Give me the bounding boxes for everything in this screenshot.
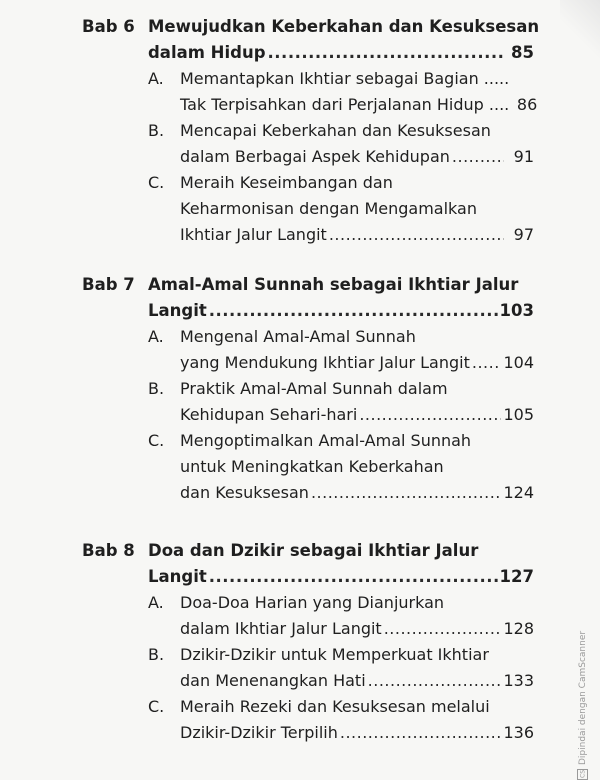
chapter-page-number: 85 bbox=[511, 43, 534, 62]
dot-leader bbox=[384, 616, 502, 642]
section-line: dan Kesuksesan bbox=[180, 483, 309, 502]
section-entry bbox=[180, 324, 534, 376]
section-entry bbox=[180, 428, 534, 506]
section-letter: B. bbox=[148, 645, 165, 664]
chapter-title-line: Amal-Amal Sunnah sebagai Ikhtiar Jalur bbox=[148, 275, 519, 294]
section-letter: A. bbox=[148, 593, 164, 612]
section-line: dan Menenangkan Hati bbox=[180, 671, 366, 690]
dot-leader bbox=[311, 480, 502, 506]
page-corner-shadow bbox=[560, 0, 600, 60]
dot-leader bbox=[368, 668, 502, 694]
dot-leader bbox=[209, 298, 498, 324]
section-letter: A. bbox=[148, 69, 164, 88]
section-letter: C. bbox=[148, 697, 165, 716]
section-page-number: 104 bbox=[503, 353, 534, 372]
section-entry bbox=[180, 66, 538, 118]
section-line: yang Mendukung Ikhtiar Jalur Langit bbox=[180, 353, 470, 372]
section-page-number: 128 bbox=[503, 619, 534, 638]
section-entry bbox=[180, 376, 534, 428]
section-page-number: 86 bbox=[516, 95, 538, 114]
section-entry bbox=[180, 694, 534, 746]
section-line: dalam Ikhtiar Jalur Langit bbox=[180, 619, 382, 638]
section-line: Meraih Rezeki dan Kesuksesan melalui bbox=[180, 697, 490, 716]
section-line: Mengoptimalkan Amal-Amal Sunnah bbox=[180, 431, 472, 450]
section-page-number: 97 bbox=[513, 225, 534, 244]
camscanner-logo-icon: CS bbox=[579, 770, 587, 779]
section-line: Dzikir-Dzikir untuk Memperkuat Ikhtiar bbox=[180, 645, 489, 664]
section-letter: C. bbox=[148, 431, 165, 450]
chapter-title-line: Langit bbox=[148, 567, 207, 586]
section-entry bbox=[180, 590, 534, 642]
camscanner-watermark bbox=[572, 540, 594, 780]
section-page-number: 124 bbox=[503, 483, 534, 502]
section-entry bbox=[180, 118, 534, 170]
section-line: Tak Terpisahkan dari Perjalanan Hidup .... bbox=[180, 95, 510, 114]
section-line: Praktik Amal-Amal Sunnah dalam bbox=[180, 379, 448, 398]
section-line: Mengenal Amal-Amal Sunnah bbox=[180, 327, 416, 346]
dot-leader bbox=[472, 350, 502, 376]
section-letter: C. bbox=[148, 173, 165, 192]
section-entry bbox=[180, 170, 534, 248]
chapter-title bbox=[148, 14, 540, 66]
section-entry bbox=[180, 642, 534, 694]
section-letter: A. bbox=[148, 327, 164, 346]
dot-leader bbox=[209, 564, 498, 590]
chapter-title-line: Mewujudkan Keberkahan dan Kesuksesan bbox=[148, 17, 540, 36]
chapter-page-number: 127 bbox=[499, 567, 534, 586]
section-page-number: 133 bbox=[503, 671, 534, 690]
section-page-number: 105 bbox=[503, 405, 534, 424]
section-line: dalam Berbagai Aspek Kehidupan bbox=[180, 147, 450, 166]
section-line: Dzikir-Dzikir Terpilih bbox=[180, 723, 338, 742]
chapter-title bbox=[148, 538, 534, 590]
section-line: Doa-Doa Harian yang Dianjurkan bbox=[180, 593, 445, 612]
chapter-title bbox=[148, 272, 534, 324]
section-page-number: 136 bbox=[503, 723, 534, 742]
chapter-number: Bab 6 bbox=[82, 17, 135, 36]
section-line: Memantapkan Ikhtiar sebagai Bagian ..... bbox=[180, 69, 510, 88]
chapter-title-line: dalam Hidup bbox=[148, 43, 266, 62]
chapter-title-line: Langit bbox=[148, 301, 207, 320]
section-line: untuk Meningkatkan Keberkahan bbox=[180, 457, 444, 476]
camscanner-text: Dipindai dengan CamScanner bbox=[578, 630, 588, 765]
dot-leader bbox=[359, 402, 501, 428]
section-line: Mencapai Keberkahan dan Kesuksesan bbox=[180, 121, 491, 140]
dot-leader bbox=[340, 720, 502, 746]
chapter-number: Bab 7 bbox=[82, 275, 135, 294]
dot-leader bbox=[268, 40, 504, 66]
chapter-number: Bab 8 bbox=[82, 541, 135, 560]
section-line: Keharmonisan dengan Mengamalkan bbox=[180, 199, 477, 218]
section-letter: B. bbox=[148, 121, 165, 140]
section-letter: B. bbox=[148, 379, 165, 398]
section-line: Ikhtiar Jalur Langit bbox=[180, 225, 327, 244]
section-page-number: 91 bbox=[513, 147, 534, 166]
section-line: Kehidupan Sehari-hari bbox=[180, 405, 358, 424]
dot-leader bbox=[329, 222, 504, 248]
section-line: Meraih Keseimbangan dan bbox=[180, 173, 393, 192]
dot-leader bbox=[452, 144, 504, 170]
chapter-page-number: 103 bbox=[499, 301, 534, 320]
chapter-title-line: Doa dan Dzikir sebagai Ikhtiar Jalur bbox=[148, 541, 479, 560]
